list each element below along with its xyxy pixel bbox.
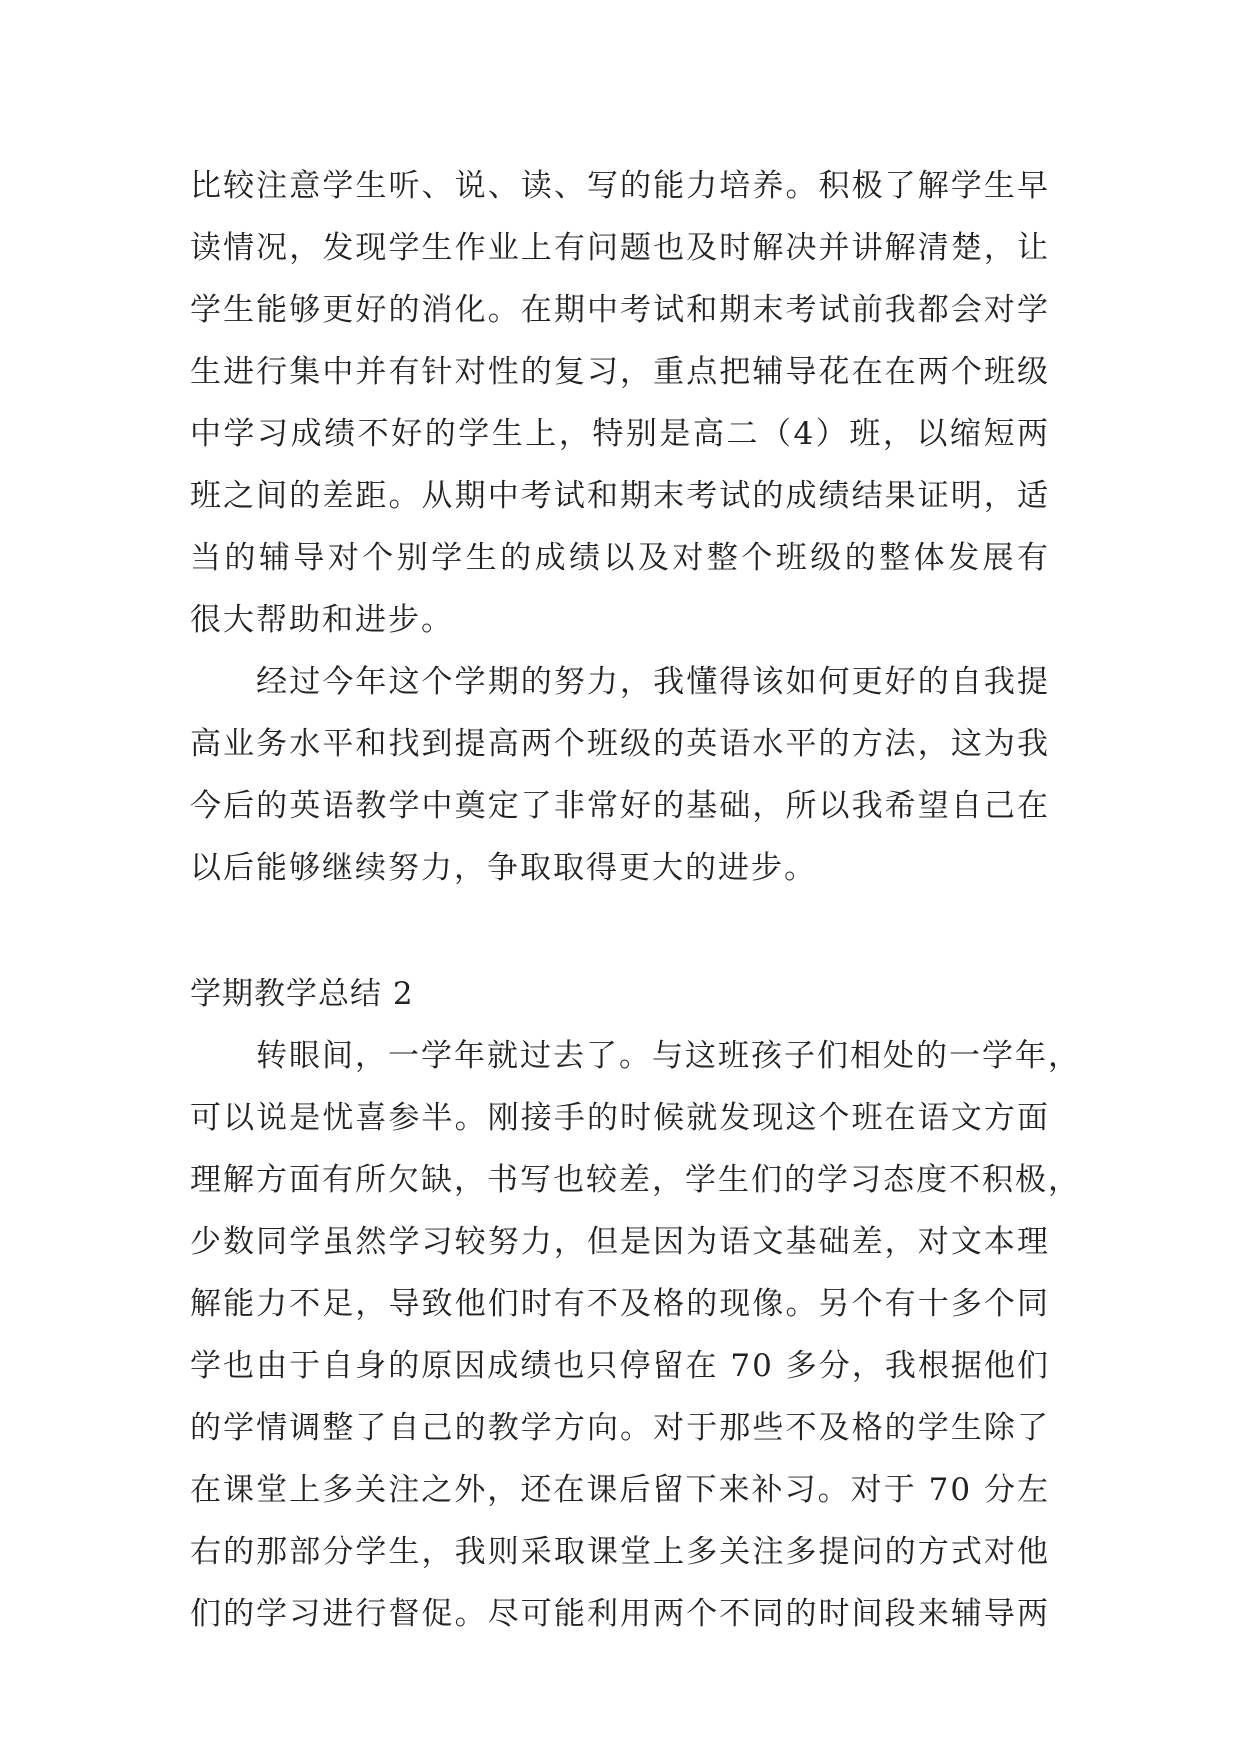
text-line: 在课堂上多关注之外，还在课后留下来补习。对于 70 分左: [190, 1472, 1050, 1508]
text-line: 生进行集中并有针对性的复习，重点把辅导花在在两个班级: [190, 354, 1050, 390]
text-line: 少数同学虽然学习较努力，但是因为语文基础差，对文本理: [190, 1224, 1050, 1260]
text-line: 中学习成绩不好的学生上，特别是高二（4）班，以缩短两: [190, 416, 1050, 452]
text-line: 高业务水平和找到提高两个班级的英语水平的方法，这为我: [190, 726, 1050, 762]
text-line: 经过今年这个学期的努力，我懂得该如何更好的自我提: [190, 664, 1050, 700]
text-line: 转眼间，一学年就过去了。与这班孩子们相处的一学年，: [190, 1038, 1081, 1074]
text-line: 很大帮助和进步。: [190, 602, 454, 638]
text-line: 的学情调整了自己的教学方向。对于那些不及格的学生除了: [190, 1410, 1050, 1446]
text-line: 学也由于自身的原因成绩也只停留在 70 多分，我根据他们: [190, 1348, 1050, 1384]
text-line: 可以说是忧喜参半。刚接手的时候就发现这个班在语文方面: [190, 1100, 1050, 1136]
text-line: 当的辅导对个别学生的成绩以及对整个班级的整体发展有: [190, 540, 1050, 576]
text-line: 解能力不足，导致他们时有不及格的现像。另个有十多个同: [190, 1286, 1050, 1322]
text-line: 理解方面有所欠缺，书写也较差，学生们的学习态度不积极，: [190, 1162, 1081, 1198]
text-line: 右的那部分学生，我则采取课堂上多关注多提问的方式对他: [190, 1534, 1050, 1570]
section-heading: 学期教学总结 2: [190, 976, 414, 1012]
text-line: 们的学习进行督促。尽可能利用两个不同的时间段来辅导两: [190, 1596, 1050, 1632]
text-line: 读情况，发现学生作业上有问题也及时解决并讲解清楚，让: [190, 230, 1050, 266]
text-line: 今后的英语教学中奠定了非常好的基础，所以我希望自己在: [190, 788, 1050, 824]
text-line: 学生能够更好的消化。在期中考试和期末考试前我都会对学: [190, 292, 1050, 328]
text-line: 以后能够继续努力，争取取得更大的进步。: [190, 850, 817, 886]
text-line: 班之间的差距。从期中考试和期末考试的成绩结果证明，适: [190, 478, 1050, 514]
text-line: 比较注意学生听、说、读、写的能力培养。积极了解学生早: [190, 168, 1050, 204]
